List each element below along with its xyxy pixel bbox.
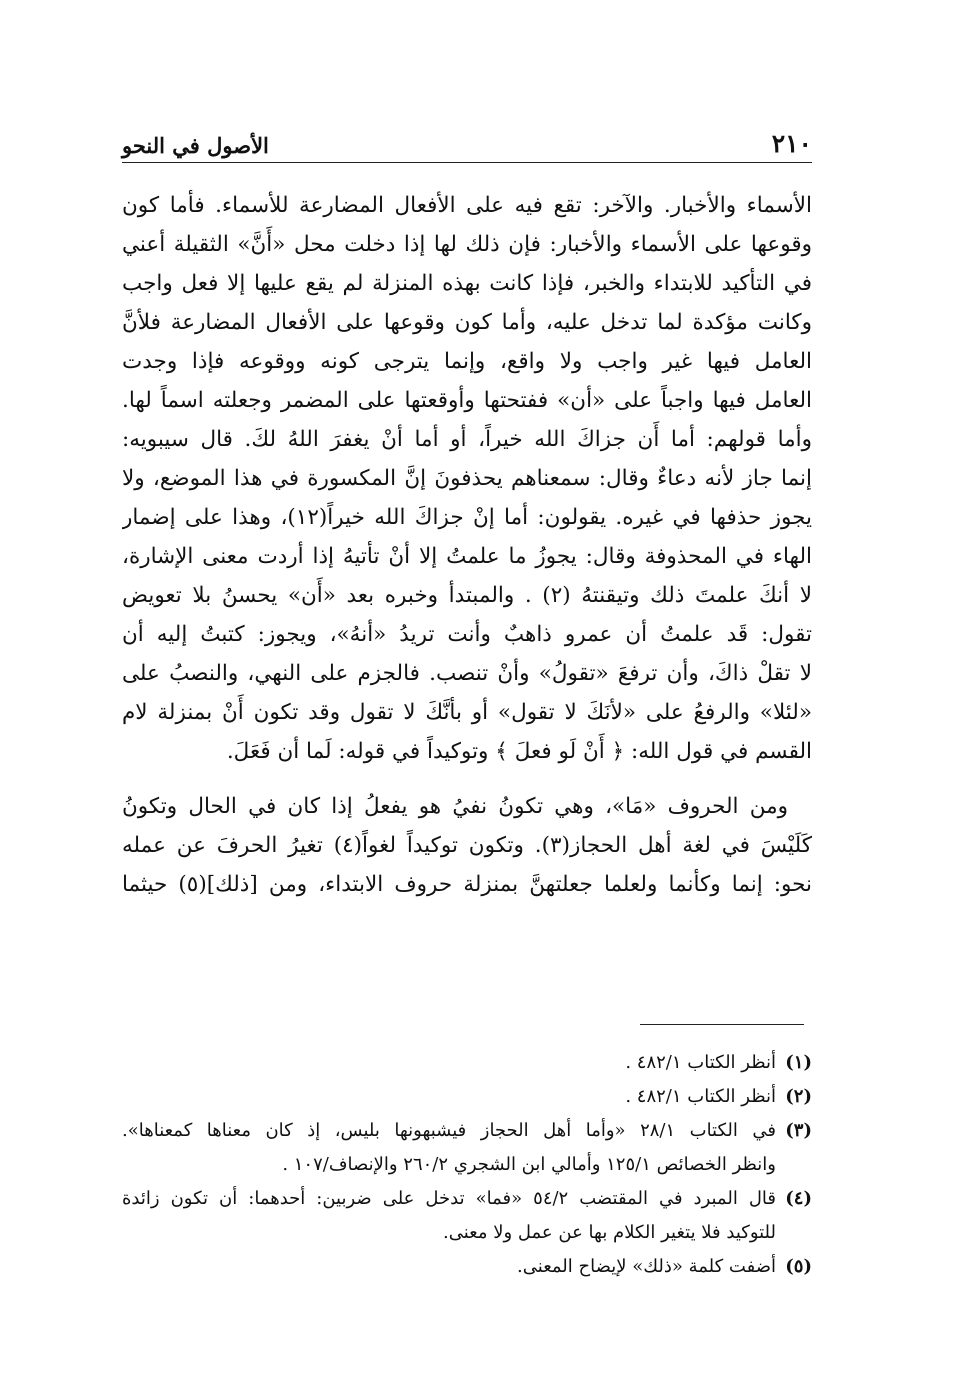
footnote-text: قال المبرد في المقتضب ٥٤/٢ «فما» تدخل على ضربين: أحدهما: أن تكون زائدة: [122, 1188, 776, 1209]
footnote-number: (١): [785, 1052, 812, 1073]
text-line: تقول: قَد علمتُ أن عمرو ذاهبٌ وأنت تريدُ «أنهُ»، ويجوز: كتبتُ إليه أن: [122, 622, 812, 647]
text-line: إنما جاز لأنه دعاءٌ وقال: سمعناهم يحذفونَ إنَّ المكسورة في هذا الموضع، ولا: [122, 466, 812, 491]
footnotes: [122, 1046, 812, 1284]
footnote-text: أضفت كلمة «ذلك» لإيضاح المعنى.: [517, 1256, 776, 1277]
main-text: [122, 186, 812, 904]
paragraph-gap: [122, 771, 812, 787]
text-line: كَلَيْسَ في لغة أهل الحجاز(٣). وتكون توكيداً لغواً(٤) تغيرُ الحرفَ عن عمله: [122, 833, 812, 858]
footnote: [122, 1250, 812, 1284]
footnote-number: (٣): [785, 1120, 812, 1141]
text-line: الهاء في المحذوفة وقال: يجوزُ ما علمتُ إلا أنْ تأتيهُ إذا أردت معنى الإشارة،: [122, 544, 812, 569]
running-header: [122, 118, 812, 158]
footnote-text: في الكتاب ٢٨/١ «وأما أهل الحجاز فيشبهونها بليس، إذ كان معناها كمعناها».: [122, 1120, 776, 1141]
text-line: وأما قولهم: أما أَن جزاكَ الله خيراً، أو أما أنْ يغفرَ اللهُ لكَ. قال سيبويه:: [122, 427, 812, 452]
text-line: في التأكيد للابتداء والخبر، فإذا كانت بهذه المنزلة لم يقع عليها إلا فعل واجب: [122, 271, 812, 296]
text-line: العامل فيها غير واجب ولا واقع، وإنما يترجى كونه ووقوعه فإذا وجدت: [122, 349, 812, 374]
book-title: الأصول في النحو: [122, 133, 269, 158]
page-number: ٢١٠: [771, 129, 812, 158]
footnote-separator: [640, 1024, 804, 1025]
footnote: [122, 1080, 812, 1114]
text-line: الأسماء والأخبار. والآخر: تقع فيه على الأفعال المضارعة للأسماء. فأما كون: [122, 193, 812, 218]
footnote-number: (٢): [785, 1086, 812, 1107]
footnote-text: وانظر الخصائص ١٢٥/١ وأمالي ابن الشجري ٢٦٠/٢ والإنصاف/١٠٧ .: [282, 1154, 776, 1175]
footnote-number: (٤): [785, 1188, 812, 1209]
text-line: «لئلا» والرفعُ على «لأنَكَ لا تقول» أو بأنَّكَ لا تقول وقد تكون أَنْ بمنزلة لام: [122, 700, 812, 725]
text-line: العامل فيها واجباً على «أن» ففتحتها وأوقعتها على المضمر وجعلته اسماً لها.: [122, 388, 812, 413]
footnote: [122, 1182, 812, 1250]
footnote-number: (٥): [785, 1256, 812, 1277]
text-line: ومن الحروف «مَا»، وهي تكونُ نفيُ هو يفعلُ إذا كان في الحال وتكونُ: [122, 794, 788, 819]
text-line: يجوز حذفها في غيره. يقولون: أما إنْ جزاكَ الله خيراً(١٢)، وهذا على إضمار: [122, 505, 812, 530]
text-line: وكانت مؤكدة لما تدخل عليه، وأما كون وقوعها على الأفعال المضارعة فلأنَّ: [122, 310, 812, 335]
header-rule: [122, 162, 812, 163]
footnote-text: أنظر الكتاب ٤٨٢/١ .: [625, 1052, 776, 1073]
footnote: [122, 1114, 812, 1182]
text-line: وقوعها على الأسماء والأخبار: فإن ذلك لها إذا دخلت محل «أَنَّ» الثقيلة أعني: [122, 232, 812, 257]
footnote-text: للتوكيد فلا يتغير الكلام بها عن عمل ولا معنى.: [443, 1222, 776, 1243]
footnote-text: أنظر الكتاب ٤٨٢/١ .: [625, 1086, 776, 1107]
text-line: نحو: إنما وكأنما ولعلما جعلتهنَّ بمنزلة حروف الابتداء، ومن [ذلك](٥) حيثما: [122, 872, 812, 897]
text-line: لا أنكَ علمتَ ذلك وتيقنتهُ (٢) . والمبتدأ وخبره بعد «أَن» يحسنُ بلا تعويض: [122, 583, 812, 608]
footnote: [122, 1046, 812, 1080]
text-line: القسم في قول الله: ﴿ أَنْ لَو فعلَ ﴾ وتوكيداً في قوله: لَما أن فَعَلَ.: [226, 739, 812, 764]
text-line: لا تقلْ ذاكَ، وأن ترفعَ «تقولُ» وأنْ تنصب. فالجزم على النهي، والنصبُ على: [122, 661, 812, 686]
